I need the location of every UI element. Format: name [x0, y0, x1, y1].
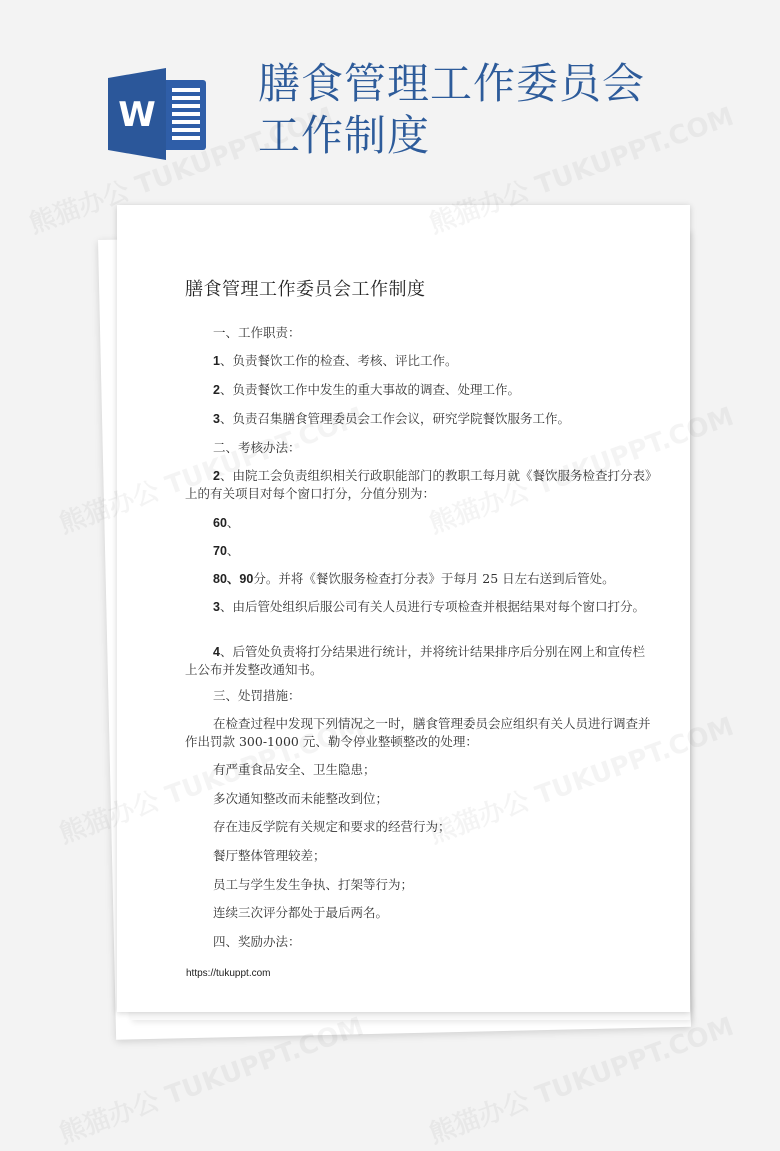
- paragraph: 70、: [213, 543, 240, 558]
- paragraph: 1、负责餐饮工作的检查、考核、评比工作。: [213, 353, 458, 368]
- page-title: 膳食管理工作委员会工作制度: [258, 59, 646, 160]
- page-header: [0, 0, 780, 200]
- section-heading: 三、处罚措施：: [213, 688, 301, 703]
- footer-url: https://tukuppt.com: [186, 968, 271, 979]
- list-item: 员工与学生发生争执、打架等行为；: [213, 877, 414, 892]
- paragraph: 2、由院工会负责组织相关行政职能部门的教职工每月就《餐饮服务检查打分表》上的有关项目对每个窗口打分，分值分别为：: [185, 468, 652, 501]
- svg-text:W: W: [118, 95, 156, 135]
- paragraph: 2、负责餐饮工作中发生的重大事故的调查、处理工作。: [213, 382, 520, 397]
- paragraph: 80、90分。并将《餐饮服务检查打分表》于每月 25 日左右送到后管处。: [213, 571, 615, 586]
- section-heading: 二、考核办法：: [213, 440, 301, 455]
- list-item: 连续三次评分都处于最后两名。: [213, 905, 389, 920]
- paragraph: 3、负责召集膳食管理委员会工作会议，研究学院餐饮服务工作。: [213, 411, 570, 426]
- paragraph: 4、后管处负责将打分结果进行统计，并将统计结果排序后分别在网上和宣传栏上公布并发整改通知书。: [185, 644, 645, 677]
- document-title: 膳食管理工作委员会工作制度: [185, 279, 426, 300]
- word-document-icon: [108, 68, 208, 160]
- document-page: [117, 205, 690, 1012]
- list-item: 存在违反学院有关规定和要求的经营行为；: [213, 819, 451, 834]
- paragraph: 在检查过程中发现下列情况之一时，膳食管理委员会应组织有关人员进行调查并作出罚款 300-1000 元、勒令停业整顿整改的处理：: [185, 716, 651, 749]
- paragraph: 60、: [213, 515, 240, 530]
- section-heading: 一、工作职责：: [213, 325, 301, 340]
- section-heading: 四、奖励办法：: [213, 934, 301, 949]
- list-item: 多次通知整改而未能整改到位；: [213, 791, 389, 806]
- list-item: 餐厅整体管理较差；: [213, 848, 326, 863]
- list-item: 有严重食品安全、卫生隐患；: [213, 762, 376, 777]
- paragraph: 3、由后管处组织后服公司有关人员进行专项检查并根据结果对每个窗口打分。: [213, 599, 645, 614]
